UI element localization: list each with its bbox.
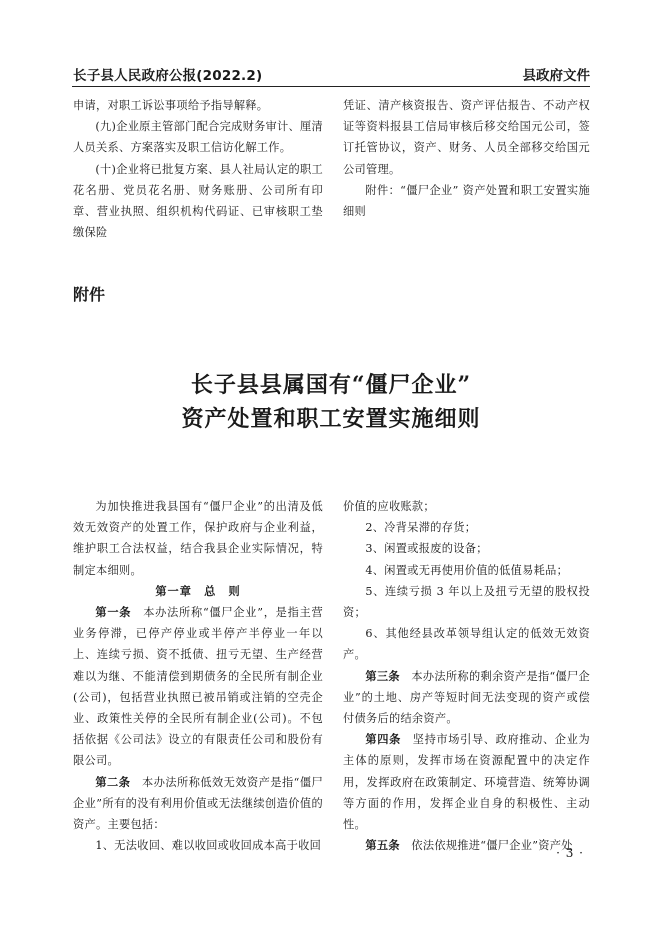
article-label: 第三条 xyxy=(365,668,400,683)
article-label: 第一条 xyxy=(95,605,132,620)
article-1 xyxy=(73,602,323,772)
attachment-reference: 附件：“僵尸企业” 资产处置和职工安置实施细则 xyxy=(343,183,590,219)
list-item: 6、其他经县改革领导组认定的低效无效资产。 xyxy=(343,627,590,662)
article-text: 本办法所称“僵尸企业”，是指主营业务停滞，已停产停业或半停产半停业一年以上、连续亏损、资不抵债、扭亏无望、生产经营难以为继、不能清偿到期债务的全民所有制企业(公司)，包括营业执照已被吊销或注销的空壳企业、政策性关停的全民所有制企业(公司)。不包括依据《公司法》设立的有限责任公司和股份有限公司。 xyxy=(73,606,323,768)
article-text: 本办法所称低效无效资产是指“僵尸企业”所有的没有利用价值或无法继续创造价值的资产。主要包括： xyxy=(73,775,323,832)
section-title: 县政府文件 xyxy=(522,68,590,84)
article-2 xyxy=(73,772,323,836)
chapter-heading: 第一章 总 则 xyxy=(155,583,241,598)
article-5 xyxy=(343,835,590,856)
paragraph: 申请，对职工诉讼事项给予指导解释。 xyxy=(73,99,269,112)
title-line-1: 长子县县属国有“僵尸企业” xyxy=(190,372,472,398)
article-text: 依法依规推进“僵尸企业”资产处 xyxy=(411,839,573,853)
header-rule xyxy=(72,86,590,87)
page-number: · 3 · xyxy=(556,846,584,860)
article-text: 坚持市场引导、政府推动、企业为主体的原则，发挥市场在资源配置中的决定作用，发挥政府在政策制定、环境营造、统筹协调等方面的作用，发挥企业自身的积极性、主动性。 xyxy=(343,733,590,832)
article-label: 第五条 xyxy=(365,838,400,853)
document-title xyxy=(72,368,590,436)
article-3 xyxy=(343,666,590,730)
intro-paragraph: 为加快推进我县国有“僵尸企业”的出清及低效无效资产的处置工作，保护政府与企业利益，维护职工合法权益，结合我县企业实际情况，特制定本细则。 xyxy=(73,500,323,577)
attachment-label: 附件 xyxy=(73,285,106,304)
top-right-column xyxy=(343,95,590,222)
gazette-title: 长子县人民政府公报(2022.2) xyxy=(73,68,263,84)
article-label: 第二条 xyxy=(95,774,131,789)
article-4 xyxy=(343,729,590,835)
list-item: 1、无法收回、难以收回或收回成本高于收回 xyxy=(95,839,322,853)
body-right-column xyxy=(343,496,590,856)
paragraph: (九)企业原主管部门配合完成财务审计、厘清人员关系、方案落实及职工信访化解工作。 xyxy=(73,120,323,155)
top-left-column xyxy=(73,95,323,243)
list-item: 3、闲置或报废的设备； xyxy=(365,542,488,556)
body-left-column xyxy=(73,496,323,856)
list-item: 4、闲置或无再使用价值的低值易耗品； xyxy=(365,563,569,577)
list-item: 2、冷背呆滞的存货； xyxy=(365,521,477,535)
paragraph: 凭证、清产核资报告、资产评估报告、不动产权证等资料报县工信局审核后移交给国元公司，签订托管协议，资产、财务、人员全部移交给国元公司管理。 xyxy=(343,99,590,176)
list-item: 5、连续亏损 3 年以上及扭亏无望的股权投资； xyxy=(343,584,590,620)
article-label: 第四条 xyxy=(365,732,401,747)
title-line-2: 资产处置和职工安置实施细则 xyxy=(181,406,481,432)
list-item: 价值的应收账款； xyxy=(343,500,435,513)
article-text: 本办法所称的剩余资产是指“僵尸企业”的土地、房产等短时间无法变现的资产或偿付债务后的结余资产。 xyxy=(343,669,590,726)
paragraph: (十)企业将已批复方案、县人社局认定的职工花名册、党员花名册、财务账册、公司所有印章、营业执照、组织机构代码证、已审核职工垫缴保险 xyxy=(73,162,323,240)
